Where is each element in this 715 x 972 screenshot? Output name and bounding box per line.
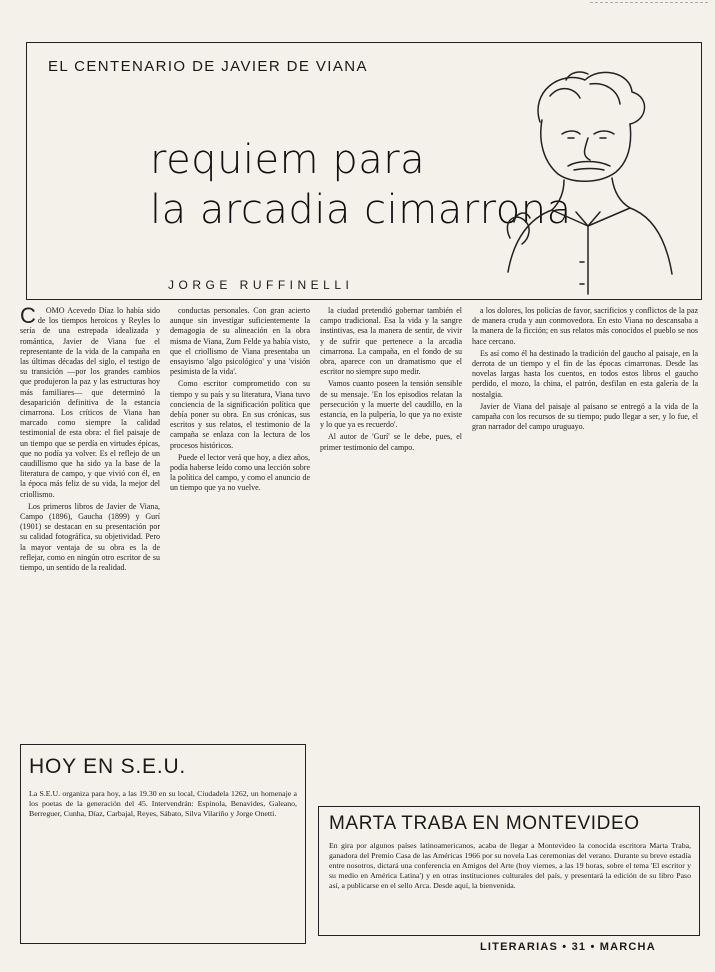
page-footer: LITERARIAS • 31 • MARCHA bbox=[480, 941, 656, 953]
column-1-paragraph-1: OMO Acevedo Díaz lo había sido de los tiempos heroicos y Reyles lo sería de una estrepada idealizada y romántica, Javier de Viana fue el representante de la vida de la campaña en las últimas décadas del siglo, el testigo de su transición —por los grandes cambios que produjeron la paz y las estructuras hoy más familiares— que determinó la desaparición definitiva de la estancia cimarrona. Los críticos de Viana han marcado como siempre la calidad testimonial de esta obra: el fiel paisaje de un tiempo que se perdía en virtudes épicas, que no podía ya volver. Es el reflejo de un caudillismo que ha sido ya la base de la literatura de campo, y que vivió con él, en la época más feliz de su vida, la mejor del criollismo. bbox=[20, 306, 160, 499]
column-1-paragraph-2: Los primeros libros de Javier de Viana, Campo (1896), Gaucha (1899) y Gurí (1901) se destacan en su presentación por su calidad fotográfica, su objetividad. Pero la mayor ventaja de su obra es la de reflejar, como en ningún otro escritor de su tiempo, un sentido de la realidad. bbox=[20, 501, 160, 573]
marta-box bbox=[318, 806, 700, 936]
marta-text bbox=[329, 841, 691, 933]
column-3-paragraph-2: Vamos cuanto poseen la tensión sensible de su mensaje. 'En los episodios relatan la persecución y la muerte del caudillo, en la estancia, en la pulpería, lo que ya no existe y lo que ya es recuerdo'. bbox=[320, 379, 462, 430]
headline-line-2: la arcadia cimarrona bbox=[150, 187, 572, 233]
hoy-title: HOY EN S.E.U. bbox=[29, 755, 187, 778]
marta-title: MARTA TRABA EN MONTEVIDEO bbox=[329, 813, 640, 834]
portrait-sketch-icon bbox=[480, 62, 685, 298]
drop-cap: C bbox=[20, 306, 36, 328]
headline-line-1: requiem para bbox=[150, 137, 426, 183]
column-3-paragraph-1: la ciudad pretendió gobernar también el campo tradicional. Esa la vida y la sangre instintivas, esa la manera de sentir, de vivir y de sufrir que pertenece a la arcadia cimarrona. La campaña, en el fondo de su obra, aparece con un dramatismo que el escritor no siempre supo medir. bbox=[320, 306, 462, 377]
column-2-paragraph-2: Como escritor comprometido con su tiempo y su país y su literatura, Viana tuvo conciencia de la significación política que debía poner su obra. En sus crónicas, sus escritos y sus relatos, el testimonio de la campaña se enlaza con la lectura de los procesos históricos. bbox=[170, 379, 310, 450]
column-4-paragraph-2: Es así como él ha destinado la tradición del gaucho al paisaje, en la derrota de un tiempo y el fin de las épocas cimarronas. Desde las novelas largas hasta los cuentos, en todos estos libros el gaucho perdido, el mozo, la china, el patrón, desfilan en esta galería de la nostalgia. bbox=[472, 348, 698, 399]
hoy-text bbox=[29, 789, 297, 937]
page-edge-mark bbox=[590, 2, 708, 9]
byline: JORGE RUFFINELLI bbox=[168, 278, 354, 292]
column-3-paragraph-3: Al autor de 'Gurí' se le debe, pues, el primer testimonio del campo. bbox=[320, 432, 462, 452]
column-4-paragraph-3: Javier de Viana del paisaje al paisano se entregó a la vida de la campaña con los recursos de su tiempo; pudo llegar a ser, y lo fue, el gran narrador del campo uruguayo. bbox=[472, 401, 698, 432]
column-4-paragraph-1: a los dolores, los policías de favor, sacrificios y conflictos de la paz de manera cruda y aun conmovedora. En esto Viana no descansaba a la manera de la ficción; en sus relatos más conocidos el pueblo se nos hace cercano. bbox=[472, 306, 698, 346]
column-2-paragraph-1: conductas personales. Con gran acierto aunque sin investigar suficientemente la demagogia de su alineación en la obra misma de Viana, Zum Felde ya había visto, que el criollismo de Viana presentaba un ensayismo 'algo psicológico' y una 'visión pesimista de la vida'. bbox=[170, 306, 310, 377]
article-column-1 bbox=[20, 306, 160, 736]
kicker: EL CENTENARIO DE JAVIER DE VIANA bbox=[48, 58, 368, 75]
marta-paragraph: En gira por algunos países latinoamericanos, acaba de llegar a Montevideo la conocida escritora Marta Traba, ganadora del Premio Casa de las Américas 1966 por su novela Las ceremonias del verano. Durante su breve estadía entre nosotros, dictará una conferencia en Amigos del Arte (hoy viernes, a las 19 horas, sobre el tema 'El escritor y su medio en América Latina') y en otras instituciones culturales del país, y presentará la edición de su libro Paso así, a publicarse en el sello Arca. Desde aquí, la bienvenida. bbox=[329, 841, 691, 890]
hoy-box bbox=[20, 744, 306, 944]
hoy-paragraph: La S.E.U. organiza para hoy, a las 19.30 en su local, Ciudadela 1262, un homenaje a los poetas de la generación del 45. Intervendrán: Espinola, Benavides, Galeano, Berreguer, Cunha, Díaz, Carbajal, Reyes, Sábato, Silva Vilariño y Jorge Onetti. bbox=[29, 789, 297, 818]
column-2-paragraph-3: Puede el lector verá que hoy, a diez años, podía haberse leído como una lección sobre la política del campo, y como el anuncio de un tiempo que ya no vuelve. bbox=[170, 452, 310, 493]
